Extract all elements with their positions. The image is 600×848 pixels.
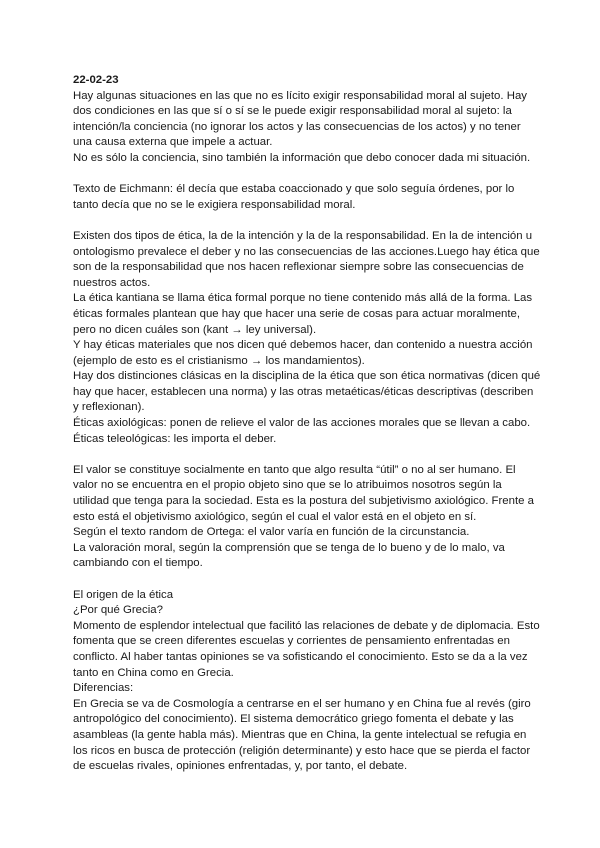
- text-line: los ricos en busca de protección (religión determinante) y esto hace que se pierda el factor: [73, 744, 531, 757]
- document-body: [73, 89, 541, 775]
- text-line: son de la responsabilidad que nos hacen reflexionar siempre sobre las consecuencias de: [73, 261, 524, 274]
- text-line: utilidad que tenga para la sociedad. Esta es la postura del subjetivismo axiológico. Frente a: [73, 495, 534, 508]
- text-line: hay que hacer, establecen una norma) y las otras metaéticas/éticas descriptivas (describen: [73, 385, 534, 398]
- note-date: 22-02-23: [73, 74, 119, 86]
- text-line: La valoración moral, según la comprensión que se tenga de lo bueno y de lo malo, va: [73, 541, 505, 554]
- text-line: nuestros actos.: [73, 276, 151, 289]
- text-line: Existen dos tipos de ética, la de la intención y la de la responsabilidad. En la de intención u: [73, 229, 533, 242]
- text-line: conflicto. Al haber tantas opiniones se va sofisticando el conocimiento. Esto se da a la vez: [73, 650, 528, 663]
- text-line: y reflexionan).: [73, 401, 145, 414]
- text-line: (ejemplo de esto es el cristianismo → los mandamientos).: [73, 354, 365, 367]
- paragraph: [73, 89, 534, 167]
- paragraph: [73, 229, 541, 447]
- paragraph: [73, 588, 540, 775]
- text-line: En Grecia se va de Cosmología a centrarse en el ser humano y en China fue al revés (giro: [73, 697, 531, 710]
- text-line: tanto en China como en Grecia.: [73, 666, 234, 679]
- text-line: éticas formales plantean que hay que hacer una serie de cosas para actuar moralmente,: [73, 307, 521, 320]
- text-line: Hay algunas situaciones en las que no es lícito exigir responsabilidad moral al sujeto. Hay: [73, 89, 527, 102]
- text-line: intención/la conciencia (no ignorar los actos y las consecuencias de los actos) y no tener: [73, 120, 521, 133]
- text-line: No es sólo la conciencia, sino también la información que debo conocer dada mi situación.: [73, 151, 531, 164]
- text-line: asambleas (la gente habla más). Mientras que en China, la gente intelectual se refugia en: [73, 728, 527, 741]
- text-line: una causa externa que impele a actuar.: [73, 136, 273, 149]
- text-line: Éticas teleológicas: les importa el deber.: [73, 432, 277, 445]
- text-line: esto está el objetivismo axiológico, según el cual el valor está en el objeto en sí.: [73, 510, 477, 523]
- text-line: Y hay éticas materiales que nos dicen qué debemos hacer, dan contenido a nuestra acción: [73, 339, 533, 352]
- text-line: Momento de esplendor intelectual que facilitó las relaciones de debate y de diplomacia. Esto: [73, 619, 540, 632]
- text-line: pero no dicen cuáles son (kant → ley universal).: [73, 323, 317, 336]
- text-line: El valor se constituye socialmente en tanto que algo resulta “útil” o no al ser humano. El: [73, 463, 516, 476]
- text-line: antropológico del conocimiento). El sistema democrático griego fomenta el debate y las: [73, 713, 514, 726]
- text-line: ¿Por qué Grecia?: [73, 604, 163, 617]
- text-line: El origen de la ética: [73, 588, 174, 601]
- text-line: dos condiciones en las que sí o sí se le puede exigir responsabilidad moral al sujeto: la: [73, 105, 512, 118]
- text-line: ontologismo prevalece el deber y no las consecuencias de las acciones.Luego hay ética que: [73, 245, 540, 258]
- text-line: Según el texto random de Ortega: el valor varía en función de la circunstancia.: [73, 526, 470, 539]
- paragraph: [73, 182, 534, 213]
- text-line: fomenta que se creen diferentes escuelas y corrientes de pensamiento enfrentadas en: [73, 635, 510, 648]
- text-line: Texto de Eichmann: él decía que estaba coaccionado y que solo seguía órdenes, por lo: [73, 183, 515, 196]
- text-line: tanto decía que no se le exigiera responsabilidad moral.: [73, 198, 356, 211]
- text-line: Diferencias:: [73, 682, 134, 695]
- text-line: cambiando con el tiempo.: [73, 557, 203, 570]
- text-line: Hay dos distinciones clásicas en la disciplina de la ética que son ética normativas (dicen qué: [73, 370, 541, 383]
- text-line: de escuelas rivales, opiniones enfrentadas, y, por tanto, el debate.: [73, 760, 408, 773]
- text-line: La ética kantiana se llama ética formal porque no tiene contenido más allá de la forma. Las: [73, 292, 533, 305]
- paragraph: [73, 463, 534, 572]
- text-line: Éticas axiológicas: ponen de relieve el valor de las acciones morales que se llevan a cabo.: [73, 417, 531, 430]
- text-line: valor no se encuentra en el propio objeto sino que se lo atribuimos nosotros según la: [73, 479, 502, 492]
